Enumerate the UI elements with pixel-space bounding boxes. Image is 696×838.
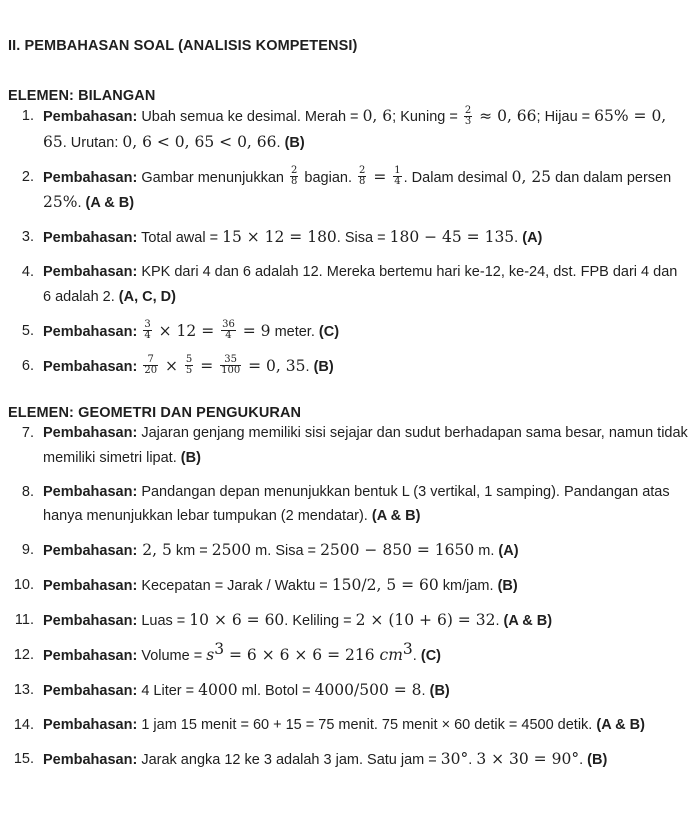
math: 65% = 0, 65 (43, 107, 667, 151)
item-number: 1. (21, 108, 34, 124)
item-number: 2. (21, 168, 34, 185)
item-label: Pembahasan: (43, 752, 138, 768)
numerator: 5 (185, 354, 193, 366)
item-number: 6. (21, 357, 34, 374)
item-label: Pembahasan: (43, 358, 138, 375)
math: = 9 (237, 321, 271, 340)
math: 0, 6 (362, 107, 393, 125)
item-number: 3. (21, 229, 34, 245)
math: ≈ 0, 66 (474, 107, 537, 125)
answer-key: (B) (497, 578, 518, 594)
denominator: 3 (464, 115, 472, 127)
text: Ubah semua ke desimal. Merah = (137, 109, 363, 125)
numerator: 35 (220, 355, 241, 366)
discussion-item-10 (8, 573, 688, 599)
text: . Dalam desimal (403, 169, 512, 186)
text: km = (171, 543, 212, 559)
element-heading-geometri: ELEMEN: GEOMETRI DAN PENGUKURAN (8, 405, 302, 421)
fraction (221, 320, 236, 341)
discussion-item-12 (8, 640, 688, 669)
discussion-item-11 (8, 608, 688, 634)
item-label: Pembahasan: (43, 483, 138, 500)
math: = (195, 356, 219, 375)
discussion-item-13 (8, 678, 688, 704)
text: . (276, 134, 285, 151)
answer-key: (B) (313, 358, 334, 375)
answer-key: (C) (420, 648, 441, 664)
fraction (393, 166, 401, 187)
math: 3 × 30 = 90° (476, 750, 580, 768)
math: 30° (440, 750, 469, 768)
text: KPK dari 4 dan 6 adalah 12. Mereka bertemu hari ke-12, ke-24, dst. FPB dari 4 dan 6 adalah 2. (43, 264, 678, 305)
answer-key: (A & B) (85, 195, 135, 211)
numerator: 7 (143, 355, 158, 366)
text: . (514, 230, 523, 246)
discussion-list-geometri (8, 421, 688, 773)
item-label: Pembahasan: (43, 264, 138, 280)
discussion-item-5 (8, 319, 688, 345)
numerator: 2 (291, 165, 298, 177)
math: = 0, 35 (243, 356, 306, 375)
math: 25% (43, 193, 78, 211)
discussion-item-1 (8, 104, 688, 155)
math: 150/2, 5 = 60 (331, 576, 439, 594)
discussion-item-6 (8, 354, 688, 380)
discussion-item-8 (8, 480, 688, 529)
math: 2500 − 850 = 1650 (320, 541, 475, 559)
math: 2, 5 (137, 541, 172, 559)
numerator: 1 (394, 165, 401, 177)
text: Total awal = (137, 230, 223, 246)
numerator: 2 (359, 165, 366, 177)
discussion-item-4 (8, 260, 688, 309)
math: × (160, 356, 183, 375)
item-label: Pembahasan: (43, 578, 138, 594)
fraction (143, 320, 151, 341)
text: meter. (270, 323, 319, 340)
denominator: 5 (185, 365, 193, 377)
text: m. Sisa = (251, 543, 321, 559)
item-label: Pembahasan: (43, 683, 138, 699)
math: 0, 6 < 0, 65 < 0, 66 (122, 132, 277, 151)
item-label: Pembahasan: (43, 425, 138, 441)
text: 1 jam 15 menit = 60 + 15 = 75 menit. 75 menit × 60 detik = 4500 detik. (137, 717, 597, 733)
text: . Keliling = (284, 613, 356, 629)
answer-key: (A) (498, 543, 519, 559)
superscript: 3 (214, 640, 225, 659)
element-heading-bilangan: ELEMEN: BILANGAN (8, 88, 156, 104)
text: dan dalam persen (551, 169, 672, 186)
math: 15 × 12 = 180 (222, 228, 337, 246)
text: . (412, 648, 421, 664)
item-number: 13. (13, 682, 34, 698)
math: 4000 (198, 681, 238, 699)
item-label: Pembahasan: (43, 717, 138, 733)
item-number: 11. (14, 612, 34, 628)
answer-key: (B) (180, 449, 201, 466)
fraction (143, 355, 158, 376)
math: s (206, 646, 215, 664)
text: . Sisa = (336, 230, 390, 246)
math: = 6 × 6 × 6 = 216 (224, 646, 380, 664)
item-label: Pembahasan: (43, 613, 138, 629)
item-label: Pembahasan: (43, 543, 138, 559)
denominator: 4 (144, 330, 151, 342)
numerator: 36 (222, 319, 235, 331)
denominator: 100 (221, 365, 241, 377)
text: Luas = (137, 613, 190, 629)
item-number: 12. (13, 647, 34, 663)
denominator: 4 (394, 176, 401, 188)
numerator: 2 (464, 104, 472, 116)
text: km/jam. (438, 578, 498, 594)
answer-key: (B) (284, 134, 305, 151)
discussion-item-9 (8, 538, 688, 564)
math: 180 − 45 = 135 (389, 228, 515, 246)
math: = (368, 167, 392, 186)
item-number: 8. (21, 483, 34, 500)
text: . (305, 358, 314, 375)
numerator: 3 (144, 319, 151, 331)
denominator: 20 (144, 365, 158, 377)
item-label: Pembahasan: (43, 169, 138, 186)
item-number: 14. (13, 717, 34, 733)
text: Pandangan depan menunjukkan bentuk L (3 vertikal, 1 samping). Pandangan atas hanya menunjukkan lebar tumpukan (2 mendatar). (43, 483, 670, 524)
discussion-item-7 (8, 421, 688, 470)
discussion-item-2 (8, 165, 688, 216)
answer-key: (C) (318, 323, 340, 340)
answer-key: (A) (522, 230, 543, 246)
item-label: Pembahasan: (43, 648, 138, 664)
discussion-item-15 (8, 747, 688, 773)
math: 2 × (10 + 6) = 32 (355, 611, 496, 629)
item-number: 9. (21, 542, 34, 558)
math: cm (379, 646, 403, 664)
item-number: 15. (13, 751, 34, 767)
fraction (185, 355, 193, 376)
discussion-item-3 (8, 225, 688, 251)
math: × 12 = (153, 321, 220, 340)
answer-key: (B) (587, 752, 608, 768)
text: 4 Liter = (137, 683, 199, 699)
item-label: Pembahasan: (43, 109, 138, 125)
text: Jarak angka 12 ke 3 adalah 3 jam. Satu jam = (137, 752, 441, 768)
answer-key: (B) (429, 683, 450, 699)
text: . (579, 752, 588, 768)
math: 2500 (211, 541, 252, 559)
item-label: Pembahasan: (43, 323, 138, 340)
math: 10 × 6 = 60 (189, 611, 285, 629)
superscript: 3 (402, 640, 413, 659)
fraction (220, 355, 241, 376)
answer-key: (A, C, D) (118, 288, 176, 305)
fraction (464, 106, 472, 127)
text: m. (474, 543, 499, 559)
text: ; Kuning = (392, 109, 462, 125)
item-number: 5. (21, 322, 34, 339)
text: . (77, 195, 86, 211)
text: ; Hijau = (536, 109, 595, 125)
discussion-item-14 (8, 713, 688, 738)
section-title: II. PEMBAHASAN SOAL (ANALISIS KOMPETENSI) (8, 38, 358, 54)
item-label: Pembahasan: (43, 230, 138, 246)
text: bagian. (300, 169, 357, 186)
text: . (421, 683, 430, 699)
text: . (495, 613, 504, 629)
answer-key: (A & B) (371, 508, 421, 524)
item-number: 4. (21, 264, 34, 280)
text: ml. Botol = (237, 683, 315, 699)
fraction (358, 166, 366, 187)
denominator: 8 (291, 176, 298, 188)
math: 4000/500 = 8 (314, 681, 422, 699)
math: 0, 25 (511, 167, 552, 186)
answer-key: (A & B) (503, 613, 553, 629)
text: Gambar menunjukkan (137, 169, 289, 186)
fraction (290, 166, 298, 187)
answer-key: (A & B) (596, 717, 645, 733)
denominator: 4 (225, 330, 232, 342)
text: . (468, 752, 477, 768)
text: . Urutan: (62, 134, 123, 151)
item-number: 7. (21, 425, 34, 441)
denominator: 8 (359, 176, 366, 188)
text: Jajaran genjang memiliki sisi sejajar dan sudut berhadapan sama besar, namun tidak memiliki simetri lipat. (43, 425, 688, 466)
discussion-list-bilangan (8, 104, 688, 379)
text: Kecepatan = Jarak / Waktu = (137, 578, 332, 594)
item-number: 10. (13, 577, 34, 593)
text: Volume = (137, 648, 207, 664)
